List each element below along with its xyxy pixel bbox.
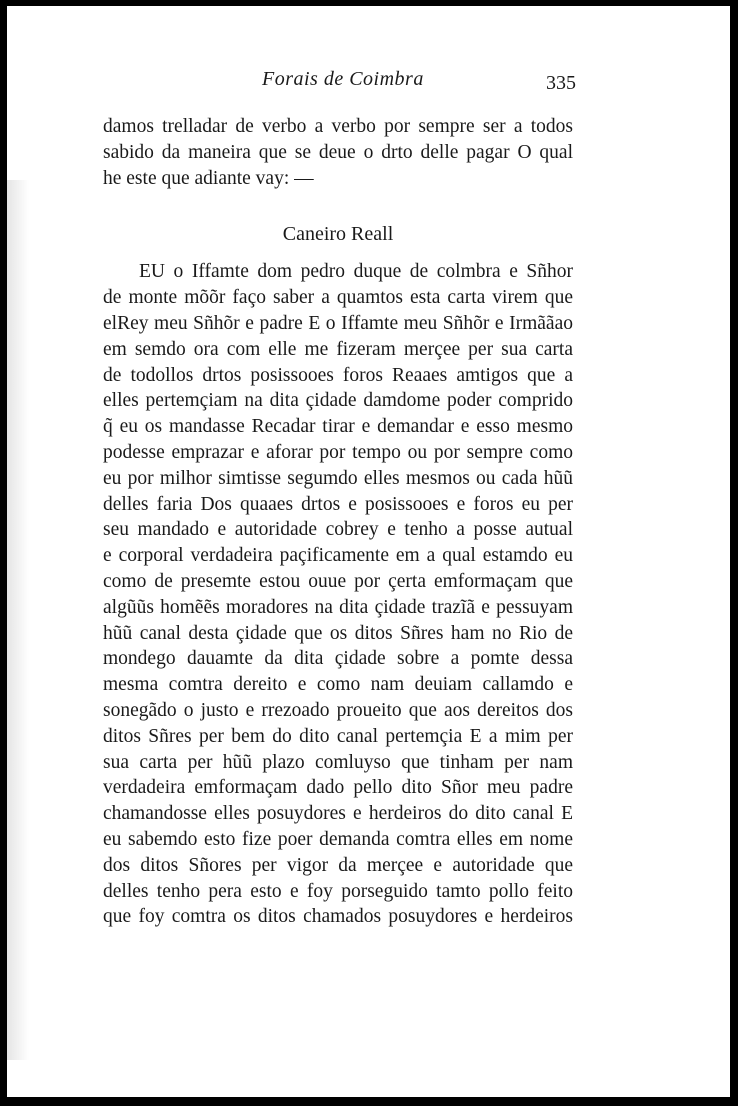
paragraph-charter	[103, 259, 573, 930]
text-line: algũũs homẽẽs moradores na dita çidade trazĩã e pessuyam	[103, 596, 573, 618]
text-line: verdadeira emformaçam dado pello dito Sñor meu padre	[103, 777, 573, 799]
text-line: que foy comtra os ditos chamados posuydores e herdeiros	[103, 906, 573, 928]
text-line: mondego dauamte da dita çidade sobre a pomte dessa	[103, 648, 573, 670]
text-line: ditos Sñres per bem do dito canal pertemçia E a mim per	[103, 725, 573, 747]
scan-gutter-shadow	[7, 180, 29, 1060]
text-line: eu por milhor simtisse segumdo elles mesmos ou cada hũũ	[103, 467, 573, 489]
body-text	[103, 114, 573, 930]
text-line: sua carta per hũũ plazo comluyso que tinham per nam	[103, 751, 573, 773]
text-line: delles tenho pera esto e foy porseguido tamto pollo feito	[103, 880, 573, 902]
text-line: mesma comtra dereito e como nam deuiam callamdo e	[103, 674, 573, 696]
text-line: damos trelladar de verbo a verbo por sempre ser a todos	[103, 116, 573, 137]
text-line: elRey meu Sñhõr e padre E o Iffamte meu Sñhõr e Irmããao	[103, 312, 573, 334]
text-line: hũũ canal desta çidade que os ditos Sñres ham no Rio de	[103, 622, 573, 644]
page-number: 335	[546, 72, 576, 94]
text-line: sabido da maneira que se deue o drto delle pagar O qual	[103, 141, 573, 163]
text-line: de todollos drtos posissooes foros Reaaes amtigos que a	[103, 364, 573, 386]
text-line: q̃ eu os mandasse Recadar tirar e demandar e esso mesmo	[103, 416, 573, 438]
text-line: he este que adiante vay: —	[103, 167, 314, 189]
text-line: sonegãdo o justo e rrezoado proueito que aos dereitos dos	[103, 699, 573, 721]
paragraph-continuation	[103, 114, 573, 191]
text-line: como de presemte estou ouue por çerta emformaçam que	[103, 570, 573, 592]
text-line: delles faria Dos quaaes drtos e posissooes e foros eu per	[103, 493, 573, 515]
text-line: podesse emprazar e aforar por tempo ou por sempre como	[103, 441, 573, 463]
text-line: seu mandado e autoridade cobrey e tenho a posse autual	[103, 519, 573, 541]
spacer	[103, 191, 573, 217]
text-line: e corporal verdadeira paçificamente em a qual estamdo eu	[103, 545, 573, 567]
text-line: chamandosse elles posuydores e herdeiros do dito canal E	[103, 803, 573, 825]
section-heading: Caneiro Reall	[282, 223, 394, 246]
running-title: Forais de Coimbra	[262, 68, 424, 90]
text-line: EU o Iffamte dom pedro duque de colmbra e Sñhor	[139, 261, 573, 283]
text-line: em semdo ora com elle me fizeram merçee per sua carta	[103, 338, 573, 360]
text-line: dos ditos Sñores per vigor da merçee e autoridade que	[103, 854, 573, 876]
text-line: elles pertemçiam na dita çidade damdome poder comprido	[103, 390, 573, 412]
text-line: de monte mõõr faço saber a quamtos esta carta virem que	[103, 287, 573, 309]
text-line: eu sabemdo esto fize poer demanda comtra elles em nome	[103, 828, 573, 850]
